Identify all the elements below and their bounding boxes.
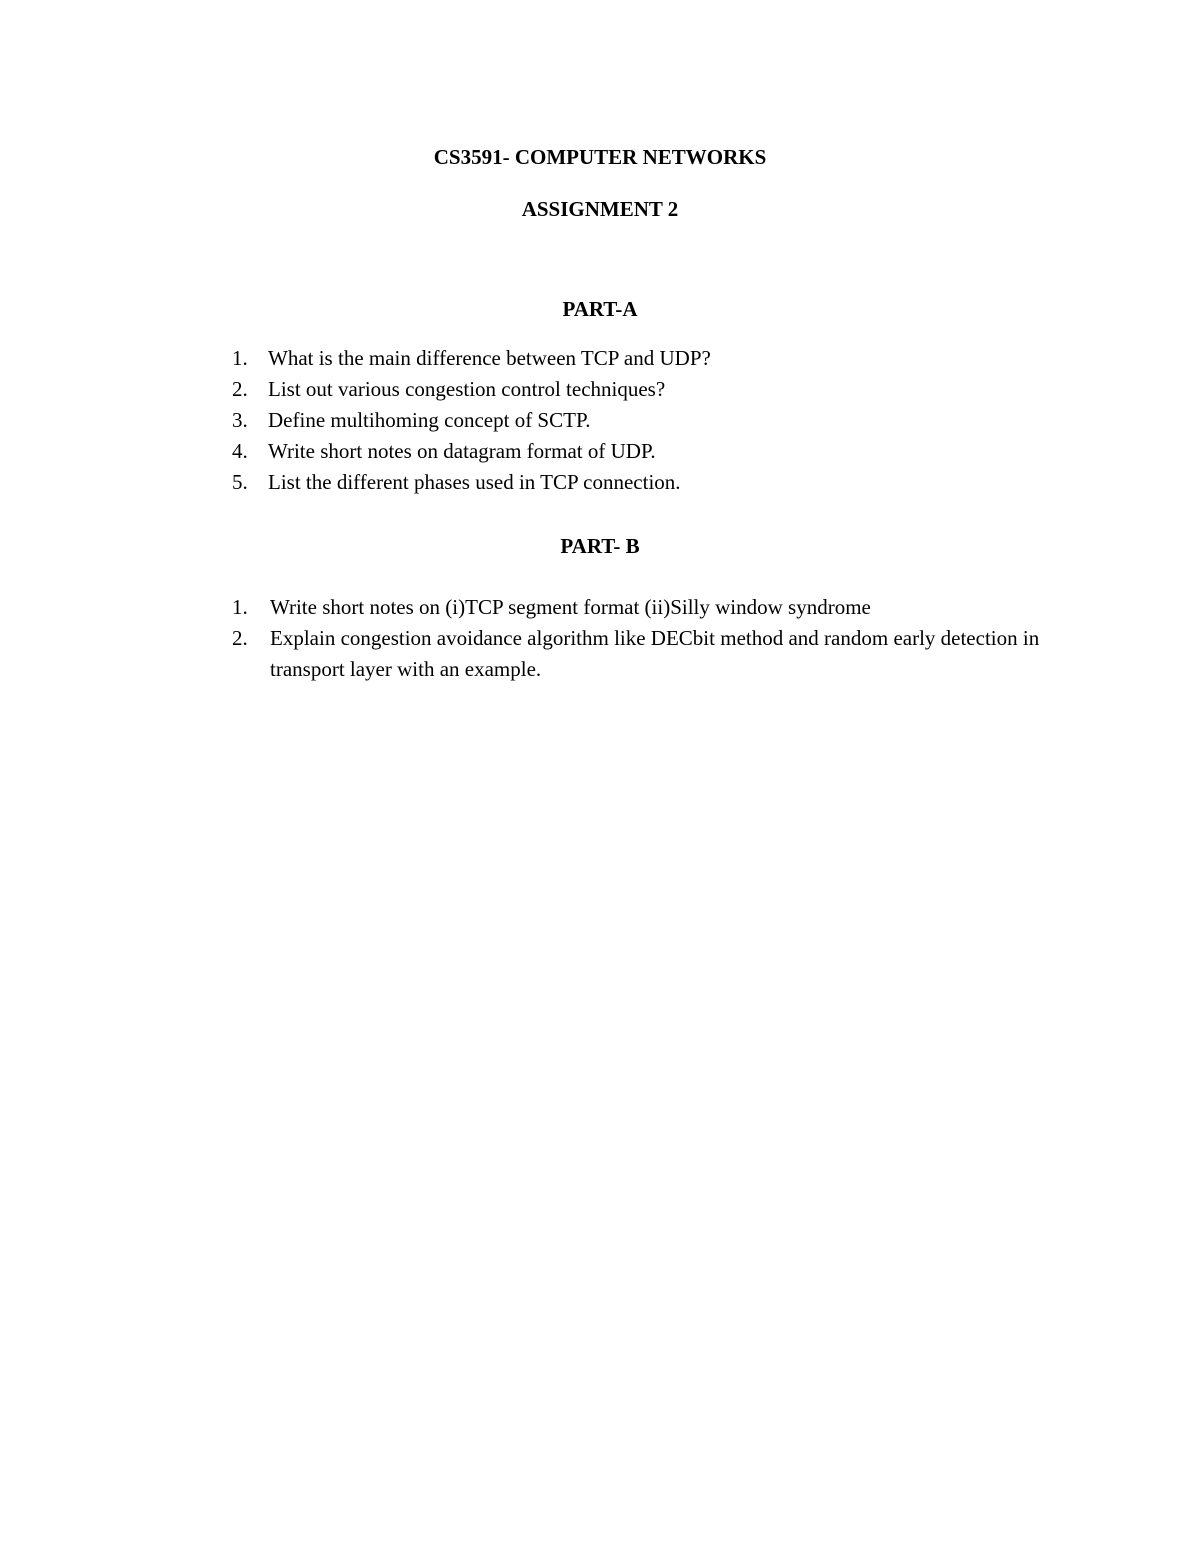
question-number: 1.	[232, 346, 248, 370]
part-a-question-list	[230, 343, 1050, 498]
assignment-title: ASSIGNMENT 2	[521, 197, 679, 221]
question-text: Explain congestion avoidance algorithm like DECbit method and random early detection in transport layer with an example.	[270, 626, 1040, 681]
part-a-heading: PART-A	[562, 297, 638, 321]
question-number: 2.	[232, 626, 248, 650]
part-b-question-list	[230, 592, 1050, 685]
question-text: Write short notes on datagram format of UDP.	[268, 439, 656, 463]
question-item	[230, 343, 1050, 374]
question-item	[230, 592, 1050, 623]
question-text: What is the main difference between TCP and UDP?	[268, 346, 711, 370]
question-text: Define multihoming concept of SCTP.	[268, 408, 591, 432]
question-number: 5.	[232, 470, 248, 494]
question-text: List out various congestion control techniques?	[268, 377, 666, 401]
question-text: List the different phases used in TCP connection.	[268, 470, 681, 494]
question-number: 3.	[232, 408, 248, 432]
question-item	[230, 623, 1050, 685]
part-b-heading: PART- B	[560, 534, 640, 558]
question-text: Write short notes on (i)TCP segment format (ii)Silly window syndrome	[270, 595, 871, 619]
question-item	[230, 436, 1050, 467]
question-item	[230, 467, 1050, 498]
course-title: CS3591- COMPUTER NETWORKS	[433, 145, 767, 169]
question-item	[230, 405, 1050, 436]
question-number: 2.	[232, 377, 248, 401]
question-number: 1.	[232, 595, 248, 619]
question-item	[230, 374, 1050, 405]
question-number: 4.	[232, 439, 248, 463]
